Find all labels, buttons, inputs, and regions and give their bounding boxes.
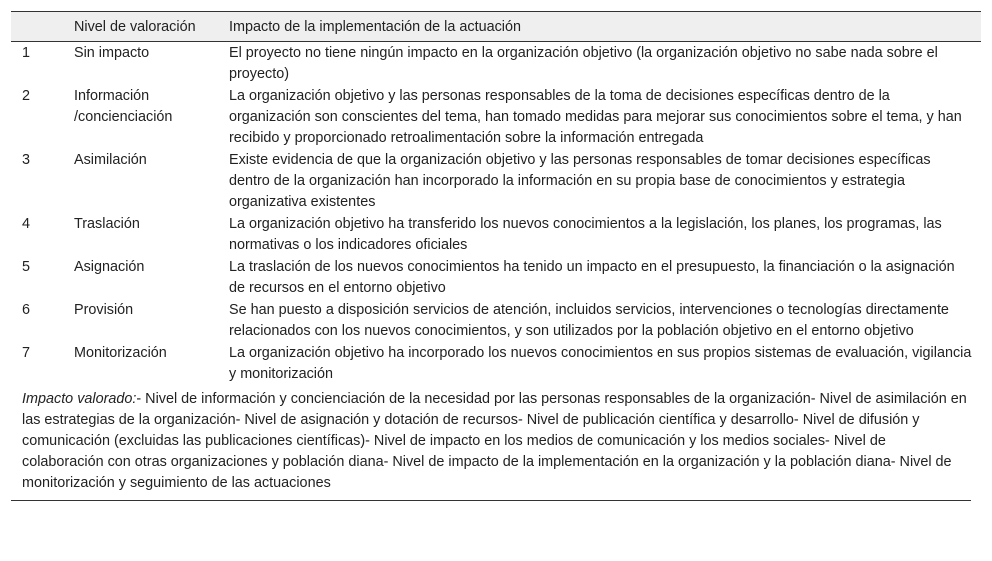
impact-table [11,11,981,501]
table-row [11,86,981,149]
header-number [11,17,74,38]
row-level: Sin impacto [74,45,150,61]
row-number: 4 [22,216,31,232]
row-number: 6 [22,302,31,318]
header-level: Nivel de valoración [74,19,196,35]
row-level: Monitorización [74,345,167,361]
row-description: La organización objetivo ha incorporado los nuevos conocimientos en sus propios sistemas de evaluación, vigilancia y monitorización [229,345,972,382]
table-row [11,300,981,342]
row-description: La organización objetivo ha transferido los nuevos conocimientos a la legislación, los planes, los programas, las normativas o los indicadores oficiales [229,216,942,253]
table-header [11,12,981,42]
row-level: Asimilación [74,152,147,168]
row-description: El proyecto no tiene ningún impacto en la organización objetivo (la organización objetivo no sabe nada sobre el proyecto) [229,45,938,82]
row-number: 1 [22,45,31,61]
row-number: 3 [22,152,31,168]
header-impact: Impacto de la implementación de la actuación [229,19,521,35]
footnote-text: - Nivel de información y concienciación de la necesidad por las personas responsables de la organización- Nivel de asimilación en las estrategias de la organización- Nivel de asignación y dotación de recursos- Nivel de publicación científica y desarrollo- Nivel de difusión y comunicación (excluidas las publicaciones científicas)- Nivel de impacto en los medios de comunicación y los medios sociales- Nivel de colaboración con otras organizaciones y población diana- Nivel de impacto de la implementación en la organización y la población diana- Nivel de monitorización y seguimiento de las actuaciones [22,391,967,491]
footnote-label: Impacto valorado: [22,391,137,407]
table-row [11,150,981,213]
row-description: La traslación de los nuevos conocimientos ha tenido un impacto en el presupuesto, la financiación o la asignación de recursos en el entorno objetivo [229,259,955,296]
row-level: Asignación [74,259,145,275]
table-row [11,343,981,385]
row-level: Provisión [74,302,134,318]
row-level: Traslación [74,216,140,232]
row-number: 5 [22,259,31,275]
row-description: La organización objetivo y las personas responsables de la toma de decisiones específicas dentro de la organización son conscientes del tema, han tomado medidas para mejorar sus conocimientos sobre el tema, y han recibido y proporcionado retroalimentación sobre la información entregada [229,88,962,146]
table-row [11,257,981,299]
row-level: Información /concienciación [74,88,173,125]
table-row [11,43,981,85]
table-footnote [11,385,971,501]
row-description: Se han puesto a disposición servicios de atención, incluidos servicios, intervenciones o tecnologías directamente relacionados con los nuevos conocimientos, y son utilizados por la población objetivo en el entorno objetivo [229,302,949,339]
row-number: 2 [22,88,31,104]
table-row [11,214,981,256]
table-body [11,42,981,385]
row-description: Existe evidencia de que la organización objetivo y las personas responsables de tomar decisiones específicas dentro de la organización han incorporado la información en su propia base de conocimientos y estrategia organizativa existentes [229,152,931,210]
row-number: 7 [22,345,31,361]
